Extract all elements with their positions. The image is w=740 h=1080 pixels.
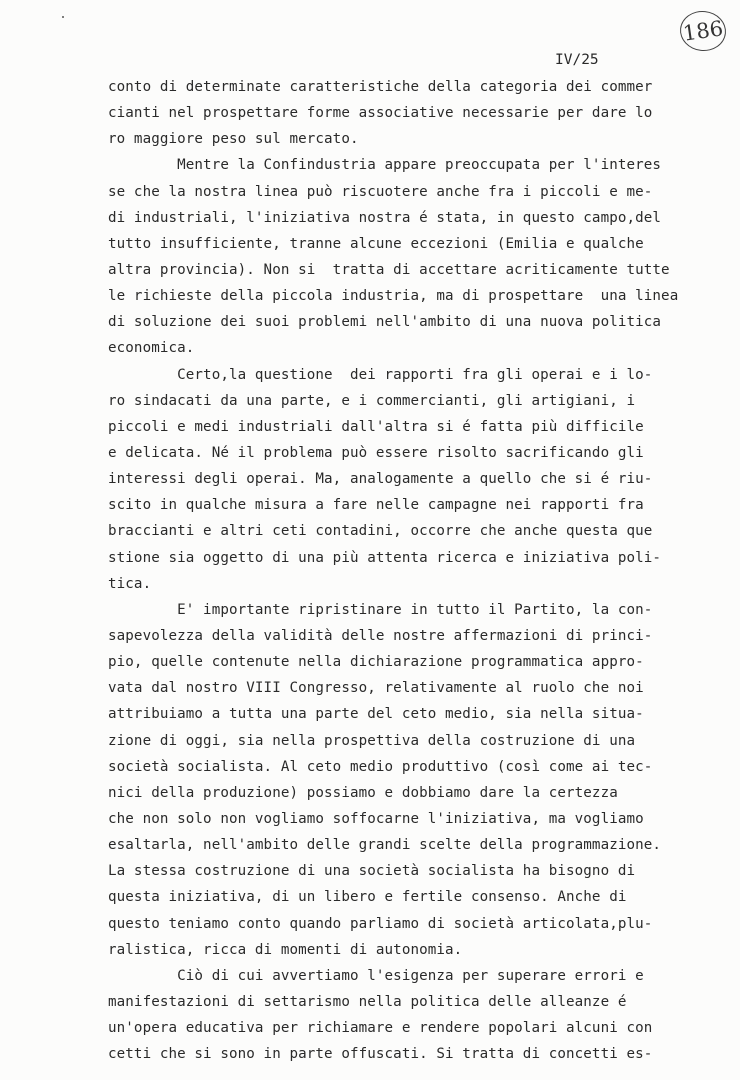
text-line: altra provincia). Non si tratta di accettare acriticamente tutte [108,261,670,278]
text-line: Certo,la questione dei rapporti fra gli operai e i lo- [108,366,653,383]
text-line: braccianti e altri ceti contadini, occorre che anche questa que [108,523,653,540]
reference-code: IV/25 [555,52,599,68]
text-line: conto di determinate caratteristiche della categoria dei commer [108,79,653,95]
text-line: ro maggiore peso sul mercato. [108,131,359,148]
text-line: società socialista. Al ceto medio produttivo (così come ai tec- [108,758,653,775]
text-line: interessi degli operai. Ma, analogamente a quello che si é riu- [108,471,653,488]
text-line: nici della produzione) possiamo e dobbiamo dare la certezza [108,784,618,801]
text-line: manifestazioni di settarismo nella politica delle alleanze é [108,993,627,1010]
text-line: esaltarla, nell'ambito delle grandi scelte della programmazione. [108,837,662,854]
text-line: un'opera educativa per richiamare e rendere popolari alcuni con [108,1020,653,1037]
paper-speck [62,16,64,18]
text-line: ralistica, ricca di momenti di autonomia. [108,941,463,958]
text-line: le richieste della piccola industria, ma di prospettare una linea [108,288,679,305]
text-line: zione di oggi, sia nella prospettiva della costruzione di una [108,732,636,749]
text-line: ro sindacati da una parte, e i commercianti, gli artigiani, i [108,392,636,409]
text-line: sapevolezza della validità delle nostre affermazioni di princi- [108,627,653,644]
text-body [108,74,678,1067]
text-line: cianti nel prospettare forme associative necessarie per dare lo [108,105,653,122]
text-line: E' importante ripristinare in tutto il Partito, la con- [108,601,653,618]
page-number-stamp: 186 [681,10,726,51]
text-line: scito in qualche misura a fare nelle campagne nei rapporti fra [108,497,644,514]
text-line: che non solo non vogliamo soffocarne l'iniziativa, ma vogliamo [108,810,644,827]
text-line: di soluzione dei suoi problemi nell'ambito di una nuova politica [108,314,662,331]
text-line: e delicata. Né il problema può essere risolto sacrificando gli [108,444,644,461]
text-line: Mentre la Confindustria appare preoccupata per l'interes [108,157,662,174]
text-line: tutto insufficiente, tranne alcune eccezioni (Emilia e qualche [108,235,644,252]
text-line: La stessa costruzione di una società socialista ha bisogno di [108,863,636,880]
text-line: piccoli e medi industriali dall'altra si é fatta più difficile [108,418,644,435]
text-line: questa iniziativa, di un libero e fertile consenso. Anche di [108,889,627,906]
text-line: tica. [108,575,152,592]
text-line: pio, quelle contenute nella dichiarazione programmatica appro- [108,654,644,671]
text-line: Ciò di cui avvertiamo l'esigenza per superare errori e [108,967,644,984]
text-line: attribuiamo a tutta una parte del ceto medio, sia nella situa- [108,706,644,723]
text-line: di industriali, l'iniziativa nostra é stata, in questo campo,del [108,209,662,226]
text-line: se che la nostra linea può riscuotere anche fra i piccoli e me- [108,183,653,200]
text-line: economica. [108,340,195,357]
text-line: vata dal nostro VIII Congresso, relativamente al ruolo che noi [108,680,644,697]
text-line: stione sia oggetto di una più attenta ricerca e iniziativa poli- [108,549,662,566]
text-line: questo teniamo conto quando parliamo di società articolata,plu- [108,915,653,932]
text-line: cetti che si sono in parte offuscati. Si tratta di concetti es- [108,1046,653,1063]
